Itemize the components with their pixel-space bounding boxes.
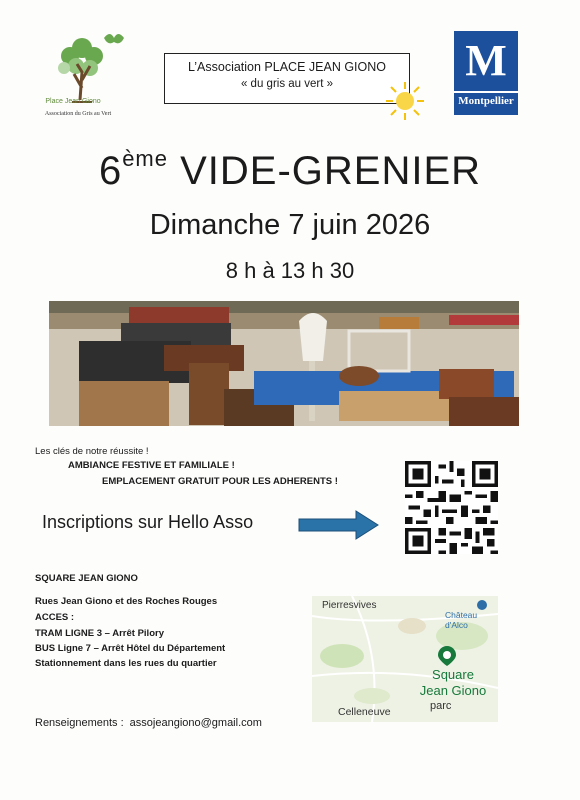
map-label-square: Square [432,667,474,682]
arrow-right-icon [298,510,380,540]
association-box [164,53,410,104]
map-label-pierresvives: Pierresvives [322,600,377,611]
event-hours: 8 h à 13 h 30 [225,258,355,283]
map-label-celleneuve: Celleneuve [338,706,391,718]
montpellier-logo [454,31,518,115]
tram-info: TRAM LIGNE 3 – Arrêt Pilory [35,628,164,639]
event-title [0,146,580,194]
montpellier-logo-letter: M [465,36,507,85]
association-motto: « du gris au vert » [240,78,334,90]
qr-code-icon [405,461,498,554]
contact-email[interactable]: assojeangiono@gmail.com [129,717,262,729]
map-label-jean-giono: Jean Giono [419,683,487,698]
registration-text: Inscriptions sur Hello Asso [42,512,254,532]
access-label: ACCES : [35,612,75,623]
association-caption: Association du Gris au Vert [44,111,112,117]
edition-suffix: ème [122,146,168,171]
keys-intro: Les clés de notre réussite ! [35,446,149,457]
venue-name: SQUARE JEAN GIONO [35,573,138,584]
sun-icon [384,80,426,122]
logo-divider [454,91,518,93]
event-date: Dimanche 7 juin 2026 [149,209,431,241]
venue-streets: Rues Jean Giono et des Roches Rouges [35,596,218,607]
edition-number: 6 [98,149,123,193]
keys-line-1: AMBIANCE FESTIVE ET FAMILIALE ! [68,460,235,471]
location-map [312,596,498,722]
montpellier-logo-name: Montpellier [458,95,514,107]
tree-logo-icon [44,28,130,120]
event-name: VIDE-GRENIER [180,149,482,193]
contact-line [35,717,262,729]
map-label-chateau: Château d'Alco [445,610,478,630]
map-pin-icon [438,646,456,666]
contact-label: Renseignements : [35,717,124,729]
map-label-parc: parc [430,700,452,712]
association-name: L’Association PLACE JEAN GIONO [188,60,386,74]
bus-info: BUS Ligne 7 – Arrêt Hôtel du Département [35,643,226,654]
parking-info: Stationnement dans les rues du quartier [35,658,217,669]
keys-line-2: EMPLACEMENT GRATUIT POUR LES ADHERENTS ! [102,476,338,487]
flea-market-photo [49,301,519,426]
tree-logo-caption: Place Jean Giono [45,98,101,105]
